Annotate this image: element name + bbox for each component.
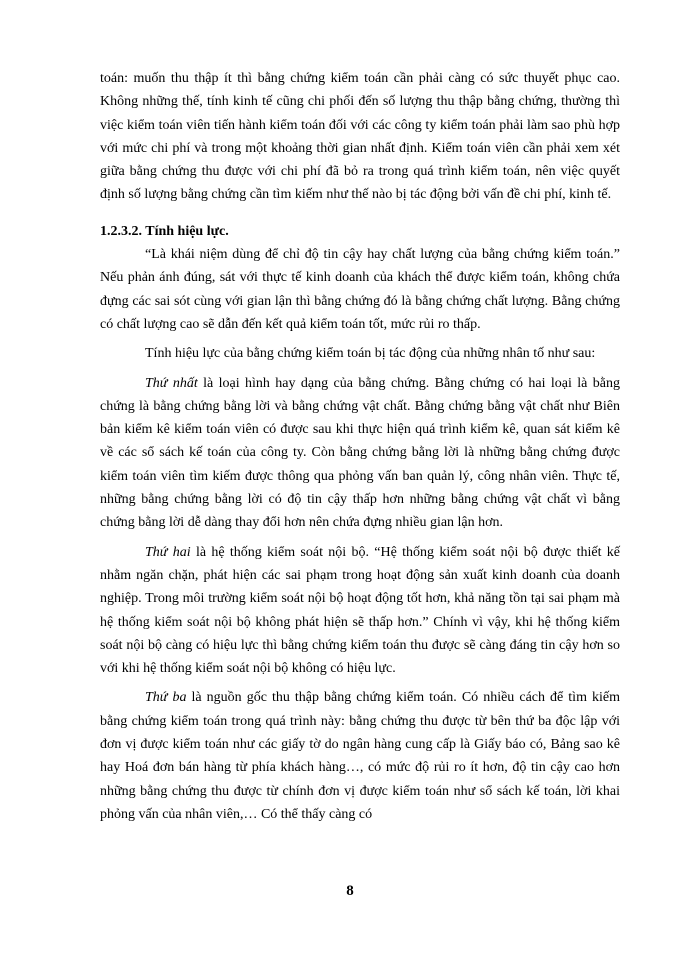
paragraph-first-factor [100, 372, 620, 535]
page-number: 8 [346, 883, 354, 899]
third-factor-text: là nguồn gốc thu thập bằng chứng kiểm toán. Có nhiều cách để tìm kiếm bằng chứng kiểm toán trong quá trình này: bằng chứng thu được từ bên thứ ba độc lập với đơn vị được kiểm toán như các giấy tờ do ngân hàng cung cấp là Giấy báo có, Bảng sao kê hay Hoá đơn bán hàng từ phía khách hàng…, có mức độ rủi ro ít hơn, độ tin cậy cao hơn những bằng chứng thu được từ chính đơn vị được kiểm toán như sổ sách kế toán, lời khai phỏng vấn của nhân viên,… Có thể thấy càng có [100, 690, 620, 822]
third-factor-lead: Thứ ba [145, 690, 187, 706]
paragraph-second-factor [100, 541, 620, 681]
paragraph-factors-intro: Tính hiệu lực của bằng chứng kiểm toán bị tác động của những nhân tố như sau: [145, 346, 596, 362]
first-factor-text: là loại hình hay dạng của bằng chứng. Bằng chứng có hai loại là bằng chứng là bằng chứng bằng lời và bằng chứng vật chất. Bằng chứng bằng vật chất như Biên bản kiểm kê kiểm toán viên có được sau khi thực hiện quá trình kiểm kê, quan sát kiểm kê về các sổ sách kế toán của công ty. Còn bằng chứng bằng lời là những bằng chứng được kiểm toán viên tìm kiếm được thông qua phỏng vấn ban quản lý, công nhân viên. Thực tế, những bằng chứng bằng lời có độ tin cậy thấp hơn những bằng chứng vật chất vì bằng chứng bằng lời dễ dàng thay đổi hơn nên chứa đựng nhiều gian lận hơn. [100, 375, 621, 531]
second-factor-text: là hệ thống kiểm soát nội bộ. “Hệ thống kiểm soát nội bộ được thiết kế nhằm ngăn chặn, phát hiện các sai phạm trong hoạt động sản xuất kinh doanh của doanh nghiệp. Trong môi trường kiểm soát nội bộ hoạt động tốt hơn, khả năng tồn tại sai phạm mà hệ thống kiểm soát nội bộ không phát hiện sẽ thấp hơn.” Chính vì vậy, khi hệ thống kiểm soát nội bộ càng có hiệu lực thì bằng chứng kiểm toán thu được sẽ càng đáng tin cậy hơn so với khi hệ thống kiểm soát nội bộ không có hiệu lực. [100, 544, 621, 677]
paragraph-third-factor [100, 686, 620, 826]
paragraph-definition: “Là khái niệm dùng để chỉ độ tin cậy hay chất lượng của bằng chứng kiểm toán.” Nếu phản ánh đúng, sát với thực tế kinh doanh của khách thể được kiểm toán, không chứa đựng các sai sót cùng với gian lận thì bằng chứng đó là bằng chứng chất lượng. Bằng chứng có chất lượng cao sẽ dẫn đến kết quả kiểm toán tốt, mức rủi ro thấp. [100, 247, 620, 332]
second-factor-lead: Thứ hai [145, 544, 191, 560]
section-heading: 1.2.3.2. Tính hiệu lực. [100, 223, 229, 239]
paragraph-cost-factor: toán: muốn thu thập ít thì bằng chứng kiểm toán cần phải càng có sức thuyết phục cao. Không những thế, tính kinh tế cũng chi phối đến số lượng thu thập bằng chứng, thường thì việc kiểm toán viên tiến hành kiểm toán đối với các công ty kiểm toán phải làm sao phù hợp với mức chi phí và trong một khoảng thời gian nhất định. Kiểm toán viên cần phải xem xét giữa bằng chứng thu được với chi phí đã bỏ ra trong quá trình kiểm toán, nên việc quyết định số lượng bằng chứng cần tìm kiếm như thế nào bị tác động bởi vấn đề chi phí, kinh tế. [100, 71, 620, 203]
first-factor-lead: Thứ nhất [145, 375, 198, 391]
